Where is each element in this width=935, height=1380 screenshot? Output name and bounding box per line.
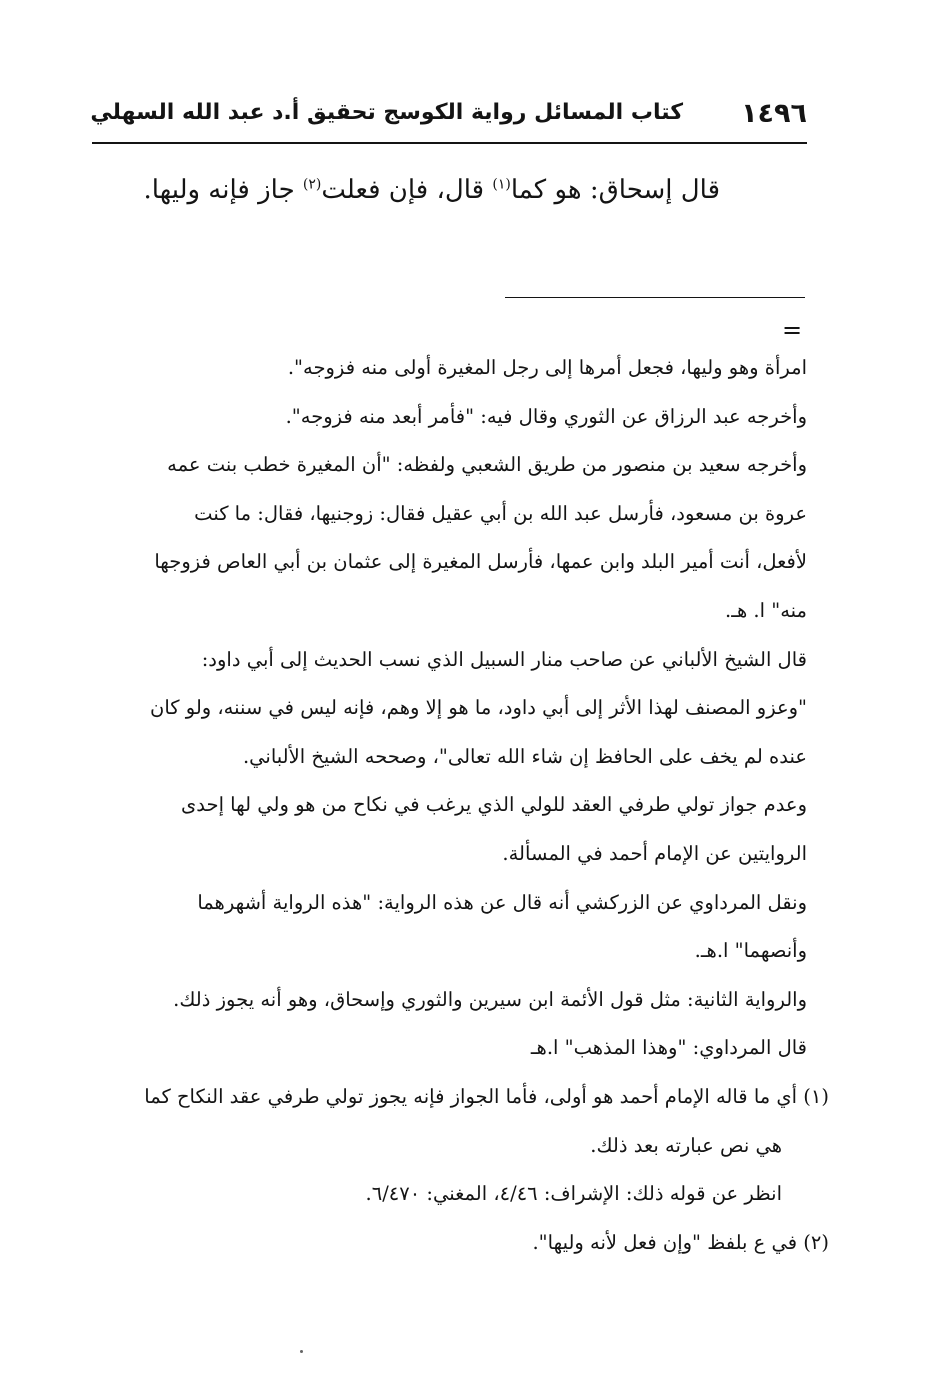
running-title: كتاب المسائل رواية الكوسج تحقيق أ.د عبد الله السهلي	[90, 100, 683, 125]
footnote-line: الروايتين عن الإمام أحمد في المسألة.	[502, 841, 807, 865]
footnote-1-source: انظر عن قوله ذلك: الإشراف: ٤/٤٦، المغني: ٦/٤٧٠.	[365, 1182, 782, 1206]
footnote-line: ونقل المرداوي عن الزركشي أنه قال عن هذه الرواية: "هذه الرواية أشهرهما	[197, 890, 807, 914]
footnote-line: لأفعل، أنت أمير البلد وابن عمها، فأرسل المغيرة إلى عثمان بن أبي العاص فزوجها	[154, 550, 807, 574]
footnote-1-continuation: هي نص عبارته بعد ذلك.	[590, 1133, 782, 1157]
footnote-line: وأخرجه سعيد بن منصور من طريق الشعبي ولفظه: "أن المغيرة خطب بنت عمه	[167, 453, 807, 477]
footnotes	[92, 344, 829, 1267]
footnote-continuation-mark: =	[782, 316, 803, 344]
main-text-part3: جاز فإنه وليها.	[143, 175, 303, 205]
footnote-line: امرأة وهو وليها، فجعل أمرها إلى رجل المغيرة أولى منه فزوجه".	[287, 356, 807, 379]
footnote-line: وعدم جواز تولي طرفي العقد للولي الذي يرغب في نكاح من هو ولي لها إحدى	[181, 793, 807, 817]
footnote-line: قال الشيخ الألباني عن صاحب منار السبيل الذي نسب الحديث إلى أبي داود:	[201, 647, 807, 671]
main-text	[144, 175, 720, 205]
footnote-2: (٢) في ع بلفظ "وإن فعل لأنه وليها".	[532, 1230, 829, 1254]
main-text-part2: قال، فإن فعلت	[321, 175, 493, 205]
footnote-separator	[505, 297, 805, 298]
header-rule	[92, 142, 807, 144]
footnote-ref-1: (١)	[492, 176, 511, 193]
footnote-ref-2: (٢)	[302, 176, 322, 193]
footnote-line: وأنصهما" ا.هـ.	[694, 939, 807, 963]
footnote-line: عنده لم يخف على الحافظ إن شاء الله تعالى"، وصححه الشيخ الألباني.	[242, 744, 807, 768]
page-header	[92, 96, 807, 136]
main-text-part1: قال إسحاق: هو كما	[510, 175, 720, 205]
footnote-1: (١) أي ما قاله الإمام أحمد هو أولى، فأما الجواز فإنه يجوز تولي طرفي عقد النكاح كما	[144, 1084, 829, 1108]
scan-speck	[300, 1350, 303, 1353]
footnote-line: عروة بن مسعود، فأرسل عبد الله بن أبي عقيل فقال: زوجنيها، فقال: ما كنت	[194, 501, 807, 525]
footnote-line: والرواية الثانية: مثل قول الأئمة ابن سيرين والثوري وإسحاق، وهو أنه يجوز ذلك.	[173, 987, 807, 1011]
footnote-line: قال المرداوي: "وهذا المذهب" ا.هـ	[530, 1036, 807, 1060]
page-number: ١٤٩٦	[741, 98, 807, 129]
footnote-line: منه" ا. هـ.	[725, 598, 807, 622]
footnote-line: وأخرجه عبد الرزاق عن الثوري وقال فيه: "فأمر أبعد منه فزوجه".	[285, 404, 807, 428]
footnote-line: "وعزو المصنف لهذا الأثر إلى أبي داود، ما هو إلا وهم، فإنه ليس في سننه، ولو كان	[150, 696, 807, 720]
